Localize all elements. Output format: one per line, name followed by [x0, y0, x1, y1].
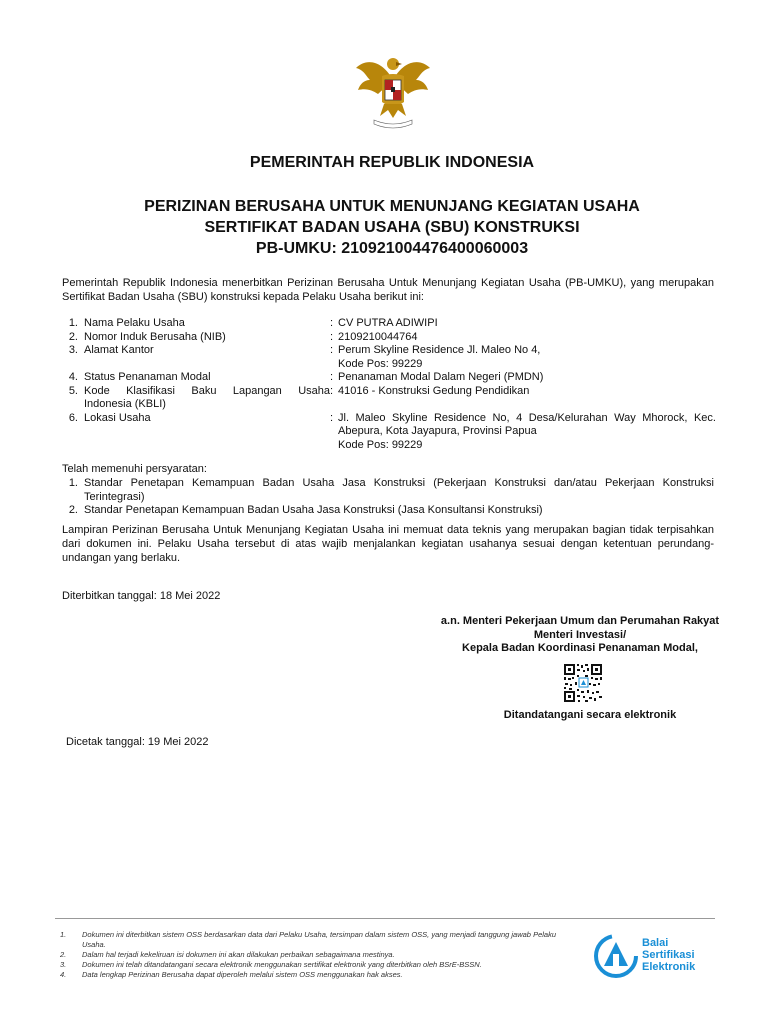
footnote-number: 3. — [60, 960, 67, 969]
detail-label: Status Penanaman Modal — [84, 371, 211, 383]
detail-colon: : — [330, 317, 334, 329]
footnote-text: Data lengkap Perizinan Berusaha dapat diperoleh melalui sistem OSS menggunakan hak akses. — [82, 970, 403, 979]
signer-line-3: Kepala Badan Koordinasi Penanaman Modal, — [462, 642, 698, 654]
detail-value: 2109210044764 — [338, 330, 418, 343]
detail-label: Alamat Kantor — [84, 344, 154, 356]
detail-number: 1. — [68, 317, 78, 329]
title-line-3: PB-UMKU: 210921004476400060003 — [255, 240, 529, 257]
electronic-signature-text: Ditandatangani secara elektronik — [503, 709, 677, 721]
detail-colon: : — [330, 344, 334, 356]
detail-value: Penanaman Modal Dalam Negeri (PMDN) — [338, 371, 544, 383]
document-title — [0, 196, 768, 259]
detail-row — [62, 331, 722, 345]
signer-block — [400, 615, 760, 656]
footnote-text: Dokumen ini telah ditandatangani secara elektronik menggunakan sertifikat elektronik yang diterbitkan oleh BSrE-BSSN. — [82, 960, 482, 969]
detail-number: 4. — [68, 371, 78, 383]
detail-value-postcode: Kode Pos: 99229 — [338, 357, 423, 370]
requirement-item — [62, 504, 722, 518]
detail-row — [62, 317, 722, 331]
title-line-2: SERTIFIKAT BADAN USAHA (SBU) KONSTRUKSI — [204, 219, 580, 236]
detail-value-line: Jl. Maleo Skyline Residence No, 4 Desa/Kelurahan Way Mhorock, Kec. Abepura, Kota Jayapura, Provinsi Papua — [338, 411, 716, 437]
detail-value-postcode: Kode Pos: 99229 — [338, 438, 423, 451]
business-details-list — [62, 317, 722, 452]
footnote-item — [60, 950, 580, 960]
detail-label-line: Indonesia (KBLI) — [84, 398, 166, 410]
requirements-list — [62, 477, 722, 518]
requirements-title: Telah memenuhi persyaratan: — [62, 463, 207, 475]
detail-colon: : — [330, 411, 334, 424]
footnote-item — [60, 970, 580, 980]
detail-value: 41016 - Konstruksi Gedung Pendidikan — [338, 384, 530, 397]
footnote-item — [60, 930, 580, 950]
footer-divider — [55, 918, 715, 919]
footnote-text: Dokumen ini diterbitkan sistem OSS berdasarkan data dari Pelaku Usaha, tersimpan dalam sistem OSS, yang menjadi tanggung jawab Pelaku Usaha. — [82, 930, 556, 949]
footnote-item — [60, 960, 580, 970]
detail-colon: : — [330, 384, 334, 397]
garuda-emblem-icon — [352, 50, 434, 130]
detail-number: 2. — [68, 330, 78, 343]
detail-colon: : — [330, 330, 334, 343]
issued-date: Diterbitkan tanggal: 18 Mei 2022 — [62, 590, 221, 602]
detail-row — [62, 412, 722, 453]
attachment-paragraph: Lampiran Perizinan Berusaha Untuk Menunjang Kegiatan Usaha ini memuat data teknis yang merupakan bagian tidak terpisahkan dari dokumen ini. Pelaku Usaha tersebut di atas wajib menjalankan kegiatan usahanya sesuai dengan ketentuan perundang-undangan yang berlaku. — [62, 524, 714, 564]
government-title: PEMERINTAH REPUBLIK INDONESIA — [249, 154, 535, 171]
signer-line-1: a.n. Menteri Pekerjaan Umum dan Perumahan Rakyat — [440, 615, 720, 627]
requirement-text: Standar Penetapan Kemampuan Badan Usaha Jasa Konstruksi (Pekerjaan Konstruksi dan/atau Pekerjaan Konstruksi Terintegrasi) — [84, 477, 714, 503]
detail-row — [62, 371, 722, 385]
detail-label: Nomor Induk Berusaha (NIB) — [84, 330, 226, 343]
title-line-1: PERIZINAN BERUSAHA UNTUK MENUNJANG KEGIATAN USAHA — [144, 198, 640, 215]
bsre-logo-line-2: Sertifikasi — [642, 949, 695, 961]
intro-paragraph: Pemerintah Republik Indonesia menerbitkan Perizinan Berusaha Untuk Menunjang Kegiatan Usaha (PB-UMKU), yang merupakan Sertifikat Badan Usaha (SBU) konstruksi kepada Pelaku Usaha berikut ini: — [62, 277, 714, 303]
bsre-logo-line-3: Elektronik — [642, 961, 696, 973]
footnote-number: 2. — [60, 950, 67, 959]
detail-label: Lokasi Usaha — [84, 411, 151, 424]
printed-date: Dicetak tanggal: 19 Mei 2022 — [66, 736, 209, 748]
footnote-number: 1. — [60, 930, 67, 939]
requirement-text: Standar Penetapan Kemampuan Badan Usaha Jasa Konstruksi (Jasa Konsultansi Konstruksi) — [84, 504, 543, 516]
detail-number: 3. — [68, 344, 78, 356]
detail-value — [338, 344, 716, 371]
footnote-text: Dalam hal terjadi kekeliruan isi dokumen ini akan dilakukan perbaikan sebagaimana mestinya. — [82, 950, 395, 959]
bsre-logo-text — [642, 937, 695, 973]
detail-label — [84, 385, 330, 412]
footnotes — [60, 930, 580, 980]
qr-code-icon — [563, 663, 603, 703]
detail-value — [338, 412, 716, 453]
detail-row — [62, 385, 722, 412]
signer-line-2: Menteri Investasi/ — [533, 628, 627, 641]
detail-row — [62, 344, 722, 371]
detail-value-line: Perum Skyline Residence Jl. Maleo No 4, — [338, 344, 541, 356]
detail-label: Nama Pelaku Usaha — [84, 317, 185, 329]
requirement-number: 1. — [68, 477, 78, 489]
bsre-logo-line-1: Balai — [642, 937, 669, 949]
requirement-item — [62, 477, 722, 504]
detail-label-line: Kode Klasifikasi Baku Lapangan Usaha — [84, 384, 330, 397]
detail-number: 6. — [68, 411, 78, 424]
detail-number: 5. — [68, 384, 78, 397]
detail-colon: : — [330, 371, 334, 383]
requirement-number: 2. — [68, 504, 78, 516]
footnote-number: 4. — [60, 970, 67, 979]
detail-value: CV PUTRA ADIWIPI — [338, 317, 438, 329]
